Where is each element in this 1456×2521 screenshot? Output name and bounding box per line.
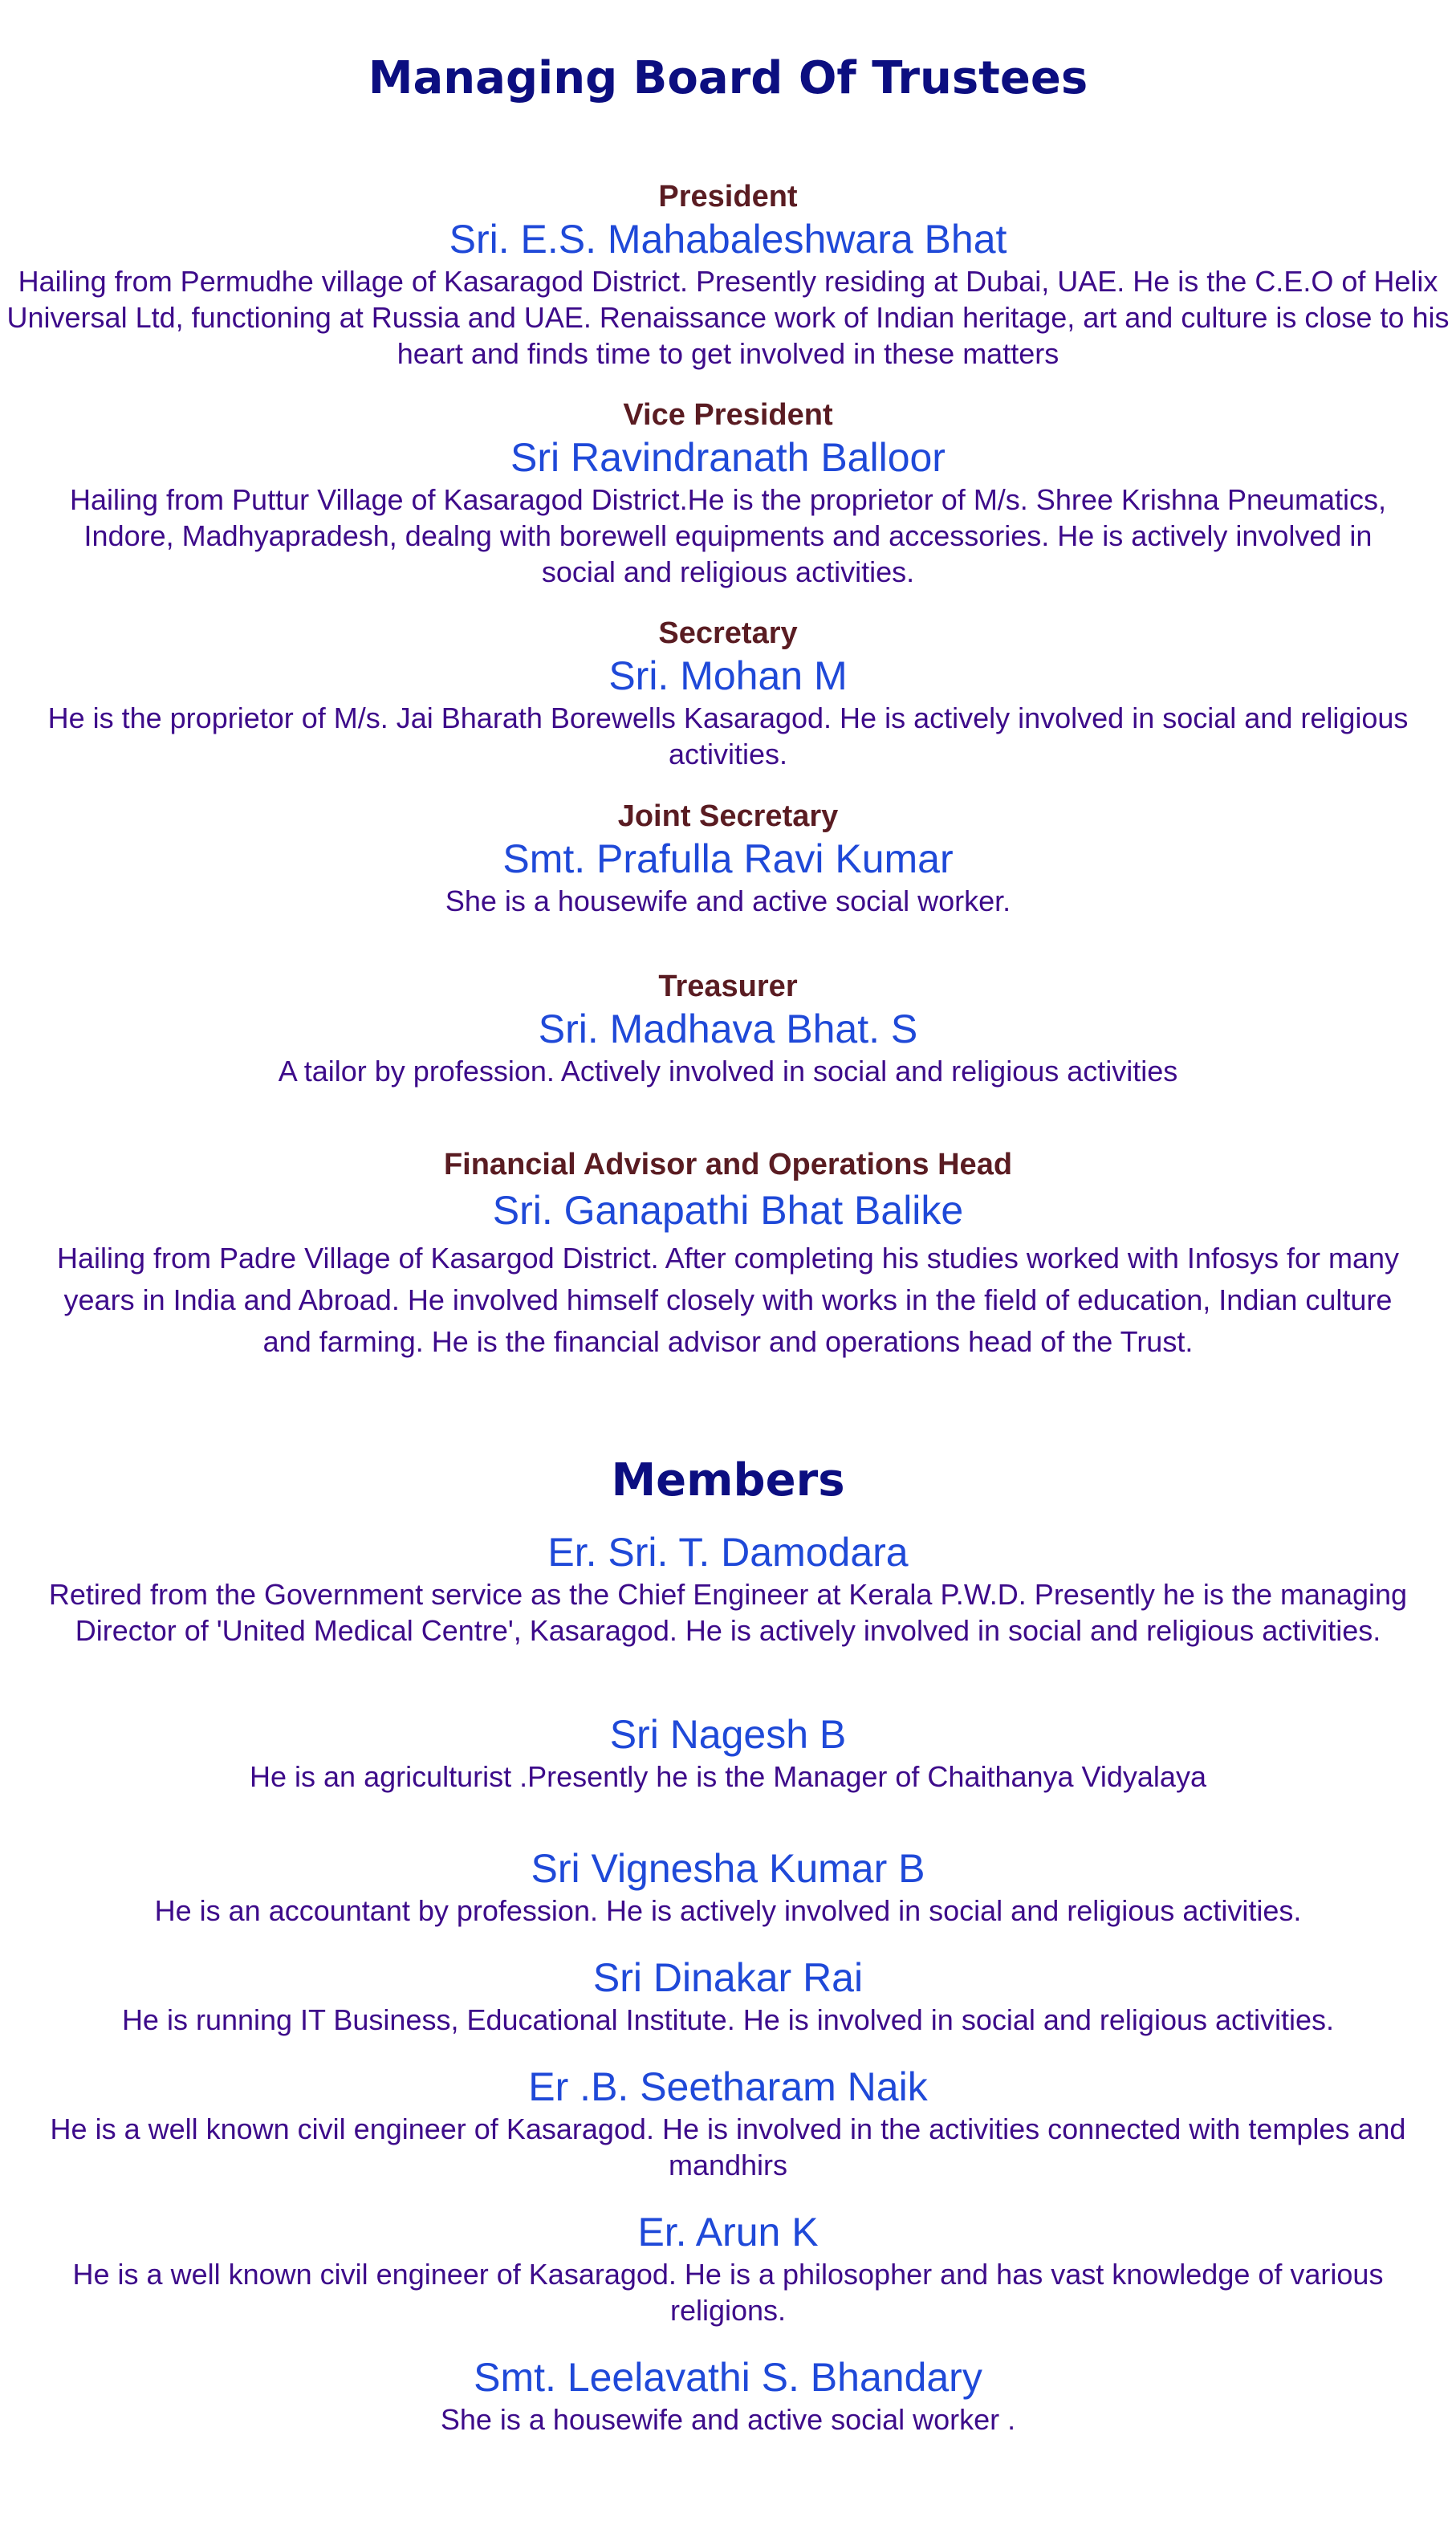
trustee-description: Hailing from Puttur Village of Kasaragod District.He is the proprietor of M/s. Shree Krishna Pneumatics, Indore, Madhyapradesh, dealng with borewell equipments and accessories. He is actively involved in social and religious activities. bbox=[69, 483, 1387, 588]
trustee-role: Vice President bbox=[623, 398, 833, 432]
member-name: Sri Dinakar Rai bbox=[592, 1955, 864, 2000]
trustee-entry-financial-advisor bbox=[0, 1146, 1456, 1363]
member-name: Er .B. Seetharam Naik bbox=[528, 2064, 928, 2109]
member-entry bbox=[0, 1528, 1456, 1649]
trustee-name: Sri. Mohan M bbox=[608, 653, 848, 698]
member-name: Er. Sri. T. Damodara bbox=[547, 1530, 909, 1575]
member-entry bbox=[0, 2353, 1456, 2438]
page-title: Managing Board Of Trustees bbox=[368, 52, 1088, 104]
trustee-description: Hailing from Padre Village of Kasargod District. After completing his studies worked with Infosys for many years in India and Abroad. He involved himself closely with works in the field of education, Indian culture and farming. He is the financial advisor and operations head of the Trust. bbox=[56, 1242, 1400, 1358]
trustee-name: Sri. E.S. Mahabaleshwara Bhat bbox=[449, 217, 1007, 262]
member-description: She is a housewife and active social worker . bbox=[440, 2403, 1016, 2436]
member-description: He is a well known civil engineer of Kasaragod. He is involved in the activities connected with temples and mandhirs bbox=[50, 2112, 1406, 2181]
trustee-role: Joint Secretary bbox=[617, 799, 839, 833]
trustee-description: She is a housewife and active social worker. bbox=[445, 884, 1011, 917]
member-name: Smt. Leelavathi S. Bhandary bbox=[474, 2355, 982, 2400]
trustee-role: Secretary bbox=[658, 616, 798, 650]
member-name: Er. Arun K bbox=[637, 2210, 819, 2255]
member-entry bbox=[0, 1710, 1456, 1795]
member-description: Retired from the Government service as the Chief Engineer at Kerala P.W.D. Presently he is the managing Director of 'United Medical Centre', Kasaragod. He is actively involved in social and religious activities. bbox=[48, 1578, 1408, 1647]
trustee-role: Treasurer bbox=[658, 970, 798, 1003]
member-entry bbox=[0, 1844, 1456, 1929]
trustee-role: President bbox=[658, 180, 798, 213]
trustee-entry-vice-president bbox=[0, 396, 1456, 590]
trustee-role: Financial Advisor and Operations Head bbox=[443, 1148, 1013, 1181]
trustee-name: Smt. Prafulla Ravi Kumar bbox=[502, 836, 954, 881]
trustee-entry-joint-secretary bbox=[0, 798, 1456, 919]
trustee-description: He is the proprietor of M/s. Jai Bharath Borewells Kasaragod. He is actively involved in social and religious activities. bbox=[47, 701, 1409, 771]
member-description: He is an accountant by profession. He is actively involved in social and religious activities. bbox=[154, 1894, 1302, 1927]
member-entry bbox=[0, 2208, 1456, 2328]
trustee-entry-secretary bbox=[0, 615, 1456, 772]
trustee-entry-president bbox=[0, 178, 1456, 372]
trustee-entry-treasurer bbox=[0, 968, 1456, 1089]
trustee-description: Hailing from Permudhe village of Kasaragod District. Presently residing at Dubai, UAE. He is the C.E.O of Helix Universal Ltd, functioning at Russia and UAE. Renaissance work of Indian heritage, art and culture is close to his heart and finds time to get involved in these matters bbox=[6, 265, 1450, 370]
member-description: He is an agriculturist .Presently he is the Manager of Chaithanya Vidyalaya bbox=[250, 1760, 1206, 1793]
member-name: Sri Nagesh B bbox=[609, 1712, 847, 1757]
member-description: He is a well known civil engineer of Kasaragod. He is a philosopher and has vast knowledge of various religions. bbox=[72, 2258, 1384, 2327]
trustee-name: Sri. Madhava Bhat. S bbox=[538, 1006, 918, 1051]
trustee-name: Sri Ravindranath Balloor bbox=[510, 435, 946, 480]
trustee-name: Sri. Ganapathi Bhat Balike bbox=[492, 1188, 964, 1233]
member-description: He is running IT Business, Educational Institute. He is involved in social and religious activities. bbox=[121, 2003, 1335, 2036]
member-entry bbox=[0, 1954, 1456, 2038]
members-heading: Members bbox=[611, 1454, 845, 1507]
member-name: Sri Vignesha Kumar B bbox=[531, 1846, 925, 1891]
member-entry bbox=[0, 2063, 1456, 2183]
trustee-description: A tailor by profession. Actively involved in social and religious activities bbox=[278, 1055, 1178, 1088]
